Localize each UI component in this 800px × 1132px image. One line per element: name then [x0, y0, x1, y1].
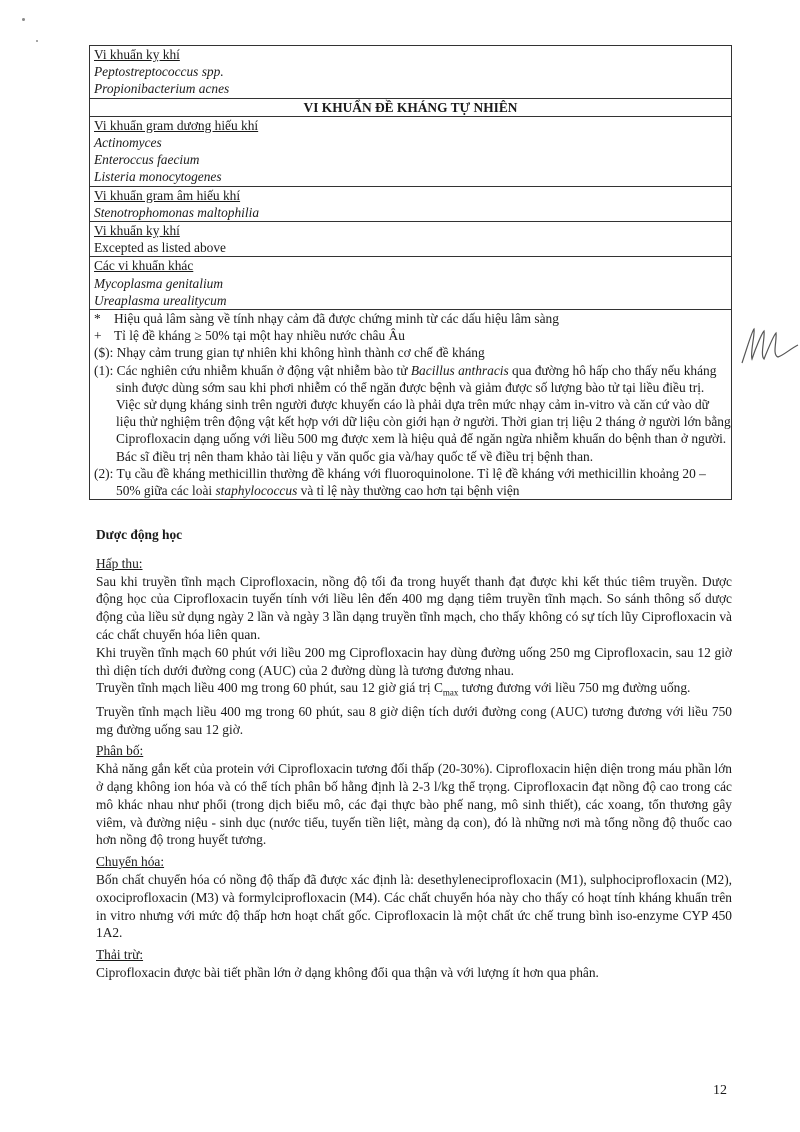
organism: Peptostreptococcus spp.	[94, 64, 224, 80]
distribution-paragraph: Khả năng gắn kết của protein với Ciprofloxacin tương đối thấp (20-30%). Ciprofloxacin hiện diện trong máu phần lớn ở dạng không ion hóa và có thể tích phân bố hằng định là 2-3 l/kg thể trọng. Ciprofloxacin đạt nồng độ cao trong các mô khác nhau như phổi (trong dịch biểu mô, các đại thực bào phế nang, mô sinh thiết), các xoang, tổn thương gây viêm, và đường niệu - sinh dục (nước tiểu, tuyến tiền liệt, màng dạ con), đó là những nơi mà tổng nồng độ thuốc cao hơn nồng độ trong huyết tương.	[96, 761, 732, 848]
group-gram-positive	[90, 117, 731, 187]
section-heading: Dược động học	[96, 527, 183, 542]
group-other	[90, 257, 731, 310]
scan-speck	[22, 18, 25, 21]
footnote-2: (2): Tụ cầu đề kháng methicillin thường đề kháng với fluoroquinolone. Tỉ lệ đề kháng với methicillin khoảng 20 – 50% giữa các loài staphylococcus và tỉ lệ này thường cao hơn tại bệnh viện	[94, 465, 706, 499]
page-number: 12	[713, 1083, 727, 1098]
scan-speck	[36, 40, 38, 42]
footnote-plus: + Tỉ lệ đề kháng ≥ 50% tại một hay nhiều nước châu Âu	[94, 328, 405, 344]
footnote-dollar: ($): Nhạy cảm trung gian tự nhiên khi không hình thành cơ chế đề kháng	[94, 345, 485, 361]
absorption-paragraph: Khi truyền tĩnh mạch 60 phút với liều 200 mg Ciprofloxacin hay dùng đường uống 250 mg Ciprofloxacin, sau 12 giờ thì diện tích dưới đường cong (AUC) của 2 đường dùng là tương đương nhau.	[96, 644, 732, 678]
group-gram-negative	[90, 187, 731, 222]
organism: Stenotrophomonas maltophilia	[94, 204, 260, 220]
footnote-star: * Hiệu quả lâm sàng về tính nhạy cảm đã được chứng minh từ các dấu hiệu lâm sàng	[94, 311, 559, 327]
organism: Mycoplasma genitalium	[94, 275, 224, 291]
group-title: Vi khuẩn gram dương hiếu khí	[94, 117, 259, 133]
group-title: Các vi khuẩn khác	[94, 258, 194, 274]
organism: Propionibacterium acnes	[94, 81, 230, 97]
organism: Actinomyces	[94, 135, 162, 151]
organism: Ureaplasma urealitycum	[94, 292, 227, 308]
elimination-paragraph: Ciprofloxacin được bài tiết phần lớn ở dạng không đổi qua thận và với lượng ít hơn qua phân.	[96, 965, 599, 980]
group-anaerobes-resistant	[90, 222, 731, 257]
organism: Excepted as listed above	[94, 240, 226, 256]
organism: Listeria monocytogenes	[94, 169, 222, 185]
metabolism-title: Chuyển hóa:	[96, 854, 165, 870]
absorption-title: Hấp thu:	[96, 555, 143, 571]
absorption-paragraph: Truyền tĩnh mạch liều 400 mg trong 60 phút, sau 8 giờ diện tích dưới đường cong (AUC) tương đương với liều 750 mg đường uống sau 12 giờ.	[96, 703, 732, 737]
organism: Enteroccus faecium	[94, 152, 200, 168]
handwritten-initials	[740, 325, 800, 365]
group-title: Vi khuẩn gram âm hiếu khí	[94, 187, 241, 203]
elimination-title: Thải trừ:	[96, 947, 144, 963]
footnotes	[90, 310, 731, 500]
footnote-1: (1): Các nghiên cứu nhiễm khuẩn ở động vật nhiễm bào tử Bacillus anthracis qua đường hô hấp cho thấy nếu kháng sinh được dùng sớm sau khi phơi nhiễm có thể ngăn được bệnh và giảm được số lượng bào tử tại liều điều trị. Việc sử dụng kháng sinh trên người được khuyến cáo là phải dựa trên mức nhạy cảm in-vitro và căn cứ vào dữ liệu thử nghiệm trên động vật kết hợp với dữ liệu còn giới hạn ở người. Thời gian trị liệu 2 tháng ở người lớn bằng Ciprofloxacin dạng uống với liều 500 mg được xem là hiệu quả để ngăn ngừa nhiễm khuẩn do bệnh than ở người. Bác sĩ điều trị nên tham khảo tài liệu y văn quốc gia và/hay quốc tế về điều trị bệnh than.	[94, 362, 731, 464]
absorption-paragraph: Sau khi truyền tĩnh mạch Ciprofloxacin, nồng độ tối đa trong huyết thanh đạt được khi kết thúc tiêm truyền. Dược động học của Ciprofloxacin tuyến tính với liều lên đến 400 mg dạng tiêm truyền tĩnh mạch. So sánh thông số dược động của liều sử dụng ngày 2 lần và ngày 3 lần dạng truyền tĩnh mạch, cho thấy không có sự tích lũy Ciprofloxacin và các chất chuyển hóa liên quan.	[96, 573, 732, 642]
section-header-row	[90, 99, 731, 117]
absorption-paragraph: Truyền tĩnh mạch liều 400 mg trong 60 phút, sau 12 giờ giá trị $C_{max}$ tương đương với liều 750 mg đường uống.	[96, 680, 691, 699]
pharmacokinetics-section	[96, 526, 732, 982]
distribution-title: Phân bố:	[96, 743, 144, 759]
group-anaerobes-susceptible	[90, 46, 731, 99]
susceptibility-table	[89, 45, 732, 500]
group-title: Vi khuẩn kỵ khí	[94, 223, 180, 239]
section-header: VI KHUẨN ĐỀ KHÁNG TỰ NHIÊN	[303, 99, 518, 115]
metabolism-paragraph: Bốn chất chuyển hóa có nồng độ thấp đã được xác định là: desethyleneciprofloxacin (M1), sulphociprofloxacin (M2), oxociprofloxacin (M3) và formylciprofloxacin (M4). Các chất chuyển hóa này cho thấy có hoạt tính kháng khuẩn trên in vitro nhưng với mức độ thấp hơn hoạt chất gốc. Ciprofloxacin là một chất ức chế trung bình iso-enzyme CYP 450 1A2.	[96, 872, 732, 941]
group-title: Vi khuẩn kỵ khí	[94, 47, 180, 62]
